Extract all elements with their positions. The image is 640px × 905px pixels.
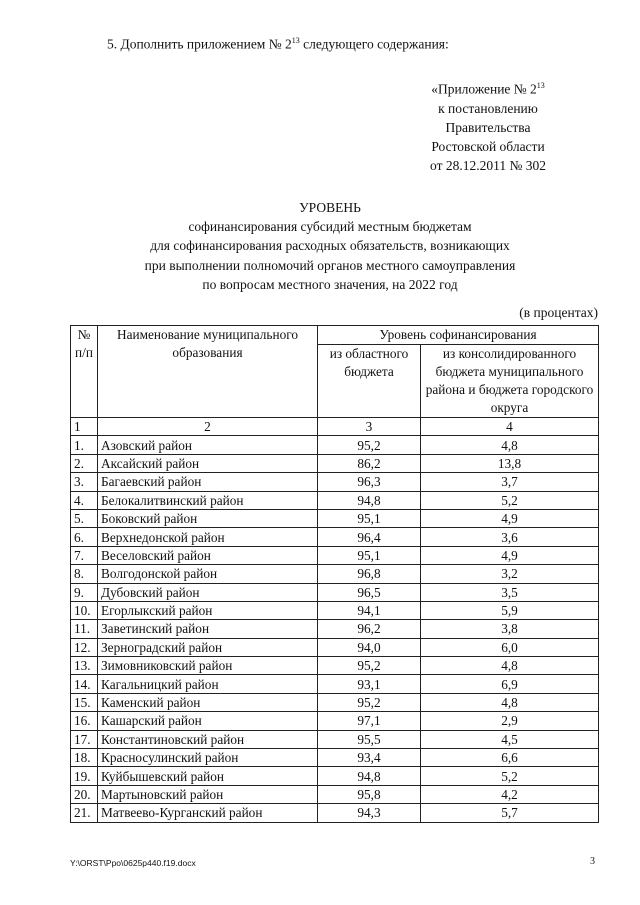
row-number: 19. (71, 767, 98, 785)
row-number: 6. (71, 528, 98, 546)
row-number: 10. (71, 601, 98, 619)
row-number: 9. (71, 583, 98, 601)
row-name: Куйбышевский район (98, 767, 318, 785)
row-number: 7. (71, 546, 98, 564)
row-name: Матвеево-Курганский район (98, 804, 318, 822)
row-regional: 95,2 (318, 657, 421, 675)
appendix-line-1 (408, 76, 568, 99)
footer-file-path: Y:\ORST\Ppo\0625p440.f19.docx (70, 858, 196, 868)
title-line-1: софинансирования субсидий местным бюджетам (188, 219, 472, 235)
table-row (71, 675, 599, 693)
title-heading: УРОВЕНЬ (299, 200, 361, 215)
appendix-line-5: от 28.12.2011 № 302 (430, 157, 546, 173)
row-number: 8. (71, 565, 98, 583)
table-row (71, 436, 599, 454)
header-level: Уровень софинансирования (318, 326, 599, 345)
row-regional: 97,1 (318, 712, 421, 730)
col-number-4: 4 (421, 418, 599, 436)
row-regional: 96,3 (318, 473, 421, 491)
unit-note: (в процентах) (519, 305, 598, 320)
table-row (71, 620, 599, 638)
table-row (71, 657, 599, 675)
row-name: Заветинский район (98, 620, 318, 638)
table-row (71, 638, 599, 656)
row-number: 4. (71, 491, 98, 509)
table-body (71, 436, 599, 822)
row-consolidated: 6,9 (421, 675, 599, 693)
row-number: 21. (71, 804, 98, 822)
row-number: 13. (71, 657, 98, 675)
row-number: 20. (71, 785, 98, 803)
table-row (71, 601, 599, 619)
intro-paragraph (107, 36, 449, 53)
row-number: 16. (71, 712, 98, 730)
row-regional: 95,1 (318, 509, 421, 527)
row-regional: 96,4 (318, 528, 421, 546)
row-name: Белокалитвинский район (98, 491, 318, 509)
col-number-1: 1 (71, 418, 98, 436)
row-name: Верхнедонской район (98, 528, 318, 546)
title-line-3: при выполнении полномочий органов местного самоуправления (144, 257, 516, 273)
row-name: Каменский район (98, 693, 318, 711)
row-consolidated: 13,8 (421, 454, 599, 472)
column-number-row (71, 418, 599, 436)
row-regional: 96,5 (318, 583, 421, 601)
document-title (70, 198, 590, 294)
header-consolidated: из консолидированного бюджета муниципального района и бюджета городского округа (421, 345, 599, 418)
row-regional: 94,0 (318, 638, 421, 656)
row-regional: 96,2 (318, 620, 421, 638)
row-consolidated: 3,2 (421, 565, 599, 583)
row-regional: 95,2 (318, 693, 421, 711)
row-consolidated: 5,2 (421, 491, 599, 509)
table-row (71, 454, 599, 472)
row-consolidated: 4,2 (421, 785, 599, 803)
row-regional: 95,2 (318, 436, 421, 454)
row-name: Егорлыкский район (98, 601, 318, 619)
table-row (71, 767, 599, 785)
row-name: Мартыновский район (98, 785, 318, 803)
row-regional: 95,5 (318, 730, 421, 748)
row-name: Азовский район (98, 436, 318, 454)
row-consolidated: 3,5 (421, 583, 599, 601)
row-consolidated: 4,9 (421, 546, 599, 564)
row-number: 3. (71, 473, 98, 491)
row-consolidated: 3,7 (421, 473, 599, 491)
row-consolidated: 5,9 (421, 601, 599, 619)
col-number-2: 2 (98, 418, 318, 436)
row-name: Зимовниковский район (98, 657, 318, 675)
table-row (71, 583, 599, 601)
appendix-header (408, 76, 568, 175)
row-consolidated: 6,0 (421, 638, 599, 656)
row-consolidated: 5,2 (421, 767, 599, 785)
row-regional: 94,8 (318, 491, 421, 509)
row-regional: 94,3 (318, 804, 421, 822)
appendix-title: «Приложение № 2 (431, 81, 537, 97)
row-consolidated: 4,5 (421, 730, 599, 748)
row-name: Красносулинский район (98, 749, 318, 767)
row-regional: 93,1 (318, 675, 421, 693)
row-name: Аксайский район (98, 454, 318, 472)
row-consolidated: 2,9 (421, 712, 599, 730)
cofinancing-table (70, 325, 599, 823)
appendix-superscript: 13 (536, 81, 545, 90)
table-row (71, 565, 599, 583)
row-consolidated: 6,6 (421, 749, 599, 767)
footer-page-number: 3 (590, 856, 595, 867)
row-regional: 94,8 (318, 767, 421, 785)
row-consolidated: 3,8 (421, 620, 599, 638)
row-number: 14. (71, 675, 98, 693)
row-number: 11. (71, 620, 98, 638)
row-regional: 94,1 (318, 601, 421, 619)
row-consolidated: 4,8 (421, 693, 599, 711)
header-regional: из областного бюджета (318, 345, 421, 418)
row-name: Багаевский район (98, 473, 318, 491)
row-number: 17. (71, 730, 98, 748)
table-row (71, 491, 599, 509)
header-name: Наименование муниципального образования (98, 326, 318, 418)
table-row (71, 473, 599, 491)
row-consolidated: 3,6 (421, 528, 599, 546)
appendix-line-2: к постановлению (438, 100, 538, 116)
table-row (71, 509, 599, 527)
row-name: Боковский район (98, 509, 318, 527)
row-number: 1. (71, 436, 98, 454)
row-number: 5. (71, 509, 98, 527)
row-regional: 95,8 (318, 785, 421, 803)
row-name: Дубовский район (98, 583, 318, 601)
row-name: Кашарский район (98, 712, 318, 730)
row-regional: 93,4 (318, 749, 421, 767)
row-name: Зерноградский район (98, 638, 318, 656)
table-row (71, 749, 599, 767)
row-consolidated: 4,8 (421, 436, 599, 454)
row-number: 15. (71, 693, 98, 711)
row-regional: 86,2 (318, 454, 421, 472)
row-regional: 95,1 (318, 546, 421, 564)
row-consolidated: 4,8 (421, 657, 599, 675)
title-line-2: для софинансирования расходных обязательств, возникающих (150, 238, 510, 254)
intro-superscript: 13 (291, 36, 300, 45)
row-number: 18. (71, 749, 98, 767)
row-consolidated: 5,7 (421, 804, 599, 822)
table-row (71, 712, 599, 730)
appendix-line-3: Правительства (445, 119, 531, 135)
row-number: 2. (71, 454, 98, 472)
header-number: № п/п (71, 326, 98, 418)
row-consolidated: 4,9 (421, 509, 599, 527)
intro-suffix: следующего содержания: (299, 36, 449, 52)
row-number: 12. (71, 638, 98, 656)
row-name: Кагальницкий район (98, 675, 318, 693)
table-row (71, 730, 599, 748)
row-name: Константиновский район (98, 730, 318, 748)
row-name: Волгодонской район (98, 565, 318, 583)
table-row (71, 804, 599, 822)
row-name: Веселовский район (98, 546, 318, 564)
table-row (71, 528, 599, 546)
title-line-4: по вопросам местного значения, на 2022 год (202, 276, 458, 292)
col-number-3: 3 (318, 418, 421, 436)
table-row (71, 546, 599, 564)
table-row (71, 785, 599, 803)
intro-text: 5. Дополнить приложением № 2 (107, 36, 292, 52)
row-regional: 96,8 (318, 565, 421, 583)
appendix-line-4: Ростовской области (431, 138, 545, 154)
table-row (71, 693, 599, 711)
